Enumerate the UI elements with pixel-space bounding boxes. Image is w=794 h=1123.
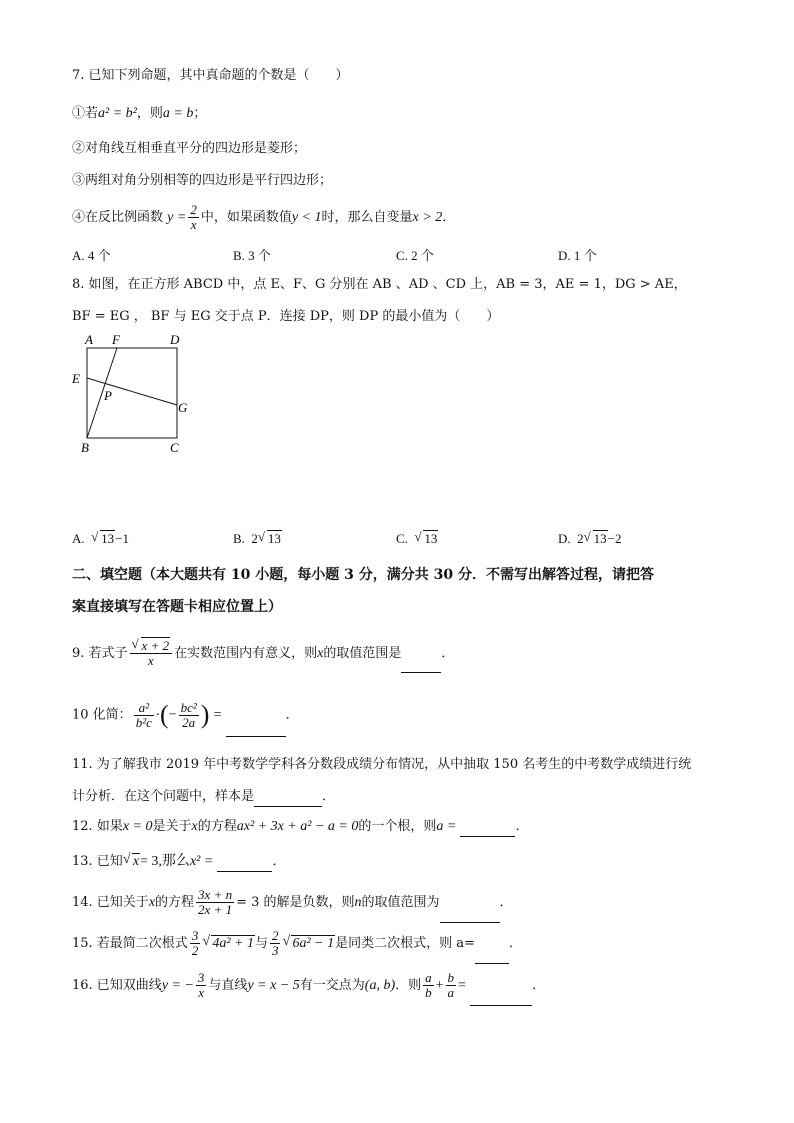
q7-s4-cond2: x > 2 <box>412 210 443 225</box>
q11-line1: 11. 为了解我市 2019 年中考数学学科各分数段成绩分布情况，从中抽取 150 名考生的中考数学成绩进行统 <box>72 757 692 772</box>
q7-s4-text: ④在反比例函数 <box>72 210 164 225</box>
q11-answer-blank[interactable] <box>254 788 322 807</box>
label-p: P <box>104 388 112 403</box>
q7-s1-text: ①若 <box>72 106 99 121</box>
q8-choice-c[interactable]: C. √ 13 <box>396 531 438 547</box>
q10-fraction-1: $\frac{\text{a²}}{\text{b²c}}$ <box>135 699 152 730</box>
q7-statement-2: ②对角线互相垂直平分的四边形是菱形； <box>72 141 307 156</box>
q7-s4-text-d: ． <box>442 210 456 225</box>
q10: 10 化简： $\frac{\text{a²}}{\text{b²c}}$ ·(− $\frac{\text{bc²}}{2a}$ ) = ． <box>72 695 299 737</box>
q9: 9. 若式子 √ $\frac{x + 2}{x}$ 在实数范围内有意义，则x的取值范围是 ． <box>72 636 454 673</box>
label-a: A <box>85 332 93 347</box>
q7-s4-text-b: 中，如果函数值 <box>200 210 292 225</box>
q14: 14. 已知关于x的方程 $\frac{3x + n}{2x + 1}$ = 3 的解是负数，则n的取值范围为 ． <box>72 884 513 923</box>
q9-text-a: 9. 若式子 <box>72 646 128 661</box>
section-2-heading-line1: 二、填空题（本大题共有 10 小题，每小题 3 分，满分共 30 分．不需写出解答过程，请把答 <box>72 567 654 583</box>
label-d: D <box>170 332 180 347</box>
q10-text: 10 化简： <box>72 707 132 723</box>
q7-s1-text-c: ； <box>193 106 207 121</box>
q15-answer-blank[interactable] <box>475 925 509 964</box>
q14-answer-blank[interactable] <box>440 884 500 923</box>
q13-answer-blank[interactable] <box>217 853 272 872</box>
q11-text: 计分析．在这个问题中，样本是 <box>72 789 255 804</box>
q8-stem-line1: 8. 如图，在正方形 ABCD 中，点 E、F、G 分别在 AB 、AD 、CD 上，AB = 3，AE = 1，DG > AE， <box>72 277 687 292</box>
segment-bf <box>87 348 117 438</box>
q12-answer-blank[interactable] <box>460 818 515 837</box>
q7-statement-4 <box>72 203 455 233</box>
q12: 12. 如果x = 0是关于x的方程ax² + 3x + a² − a = 0的一个根，则a = ． <box>72 818 528 837</box>
square-abcd <box>87 348 177 438</box>
q7-choice-a[interactable]: A. 4 个 <box>72 248 111 263</box>
q9-text-c: 的取值范围是 <box>323 646 402 661</box>
segment-eg <box>87 378 177 405</box>
section-2-heading-line2: 案直接填写在答题卡相应位置上） <box>72 599 282 615</box>
q9-answer-blank[interactable] <box>401 636 441 673</box>
q7-s4-fraction: $\frac{2}{x}$ <box>190 202 197 232</box>
q16-answer-blank[interactable] <box>470 967 532 1006</box>
label-b: B <box>81 440 89 455</box>
q8-choice-d[interactable]: D. 2√ 13−2 <box>558 531 621 547</box>
q13: 13. 已知√ x= 3,那么x² = ． <box>72 853 285 872</box>
q7-statement-3: ③两组对角分别相等的四边形是平行四边形； <box>72 173 333 188</box>
q7-stem: 7. 已知下列命题，其中真命题的个数是（ ） <box>72 68 349 83</box>
label-g: G <box>178 400 188 415</box>
q15: 15. 若最简二次根式 $\frac{3}{2}$ √ 4a² + 1与 $\frac{2}{3}$ √ 6a² − 1是同类二次根式，则 a= ． <box>72 925 522 964</box>
q14-fraction: $\frac{3x + n}{2x + 1}$ <box>198 887 233 917</box>
q9-fraction: √ $\frac{x + 2}{x}$ <box>130 639 173 668</box>
q7-s1-text-b: ，则 <box>136 106 163 121</box>
q7-choice-b[interactable]: B. 3 个 <box>233 248 271 263</box>
label-e: E <box>72 371 80 386</box>
q16: 16. 已知双曲线y = − $\frac{3}{x}$ 与直线y = x − 5有一交点为(a, b)．则 $\frac{a}{b}$ + $\frac{b}{a}$ = ． <box>72 967 545 1006</box>
q8-square-figure <box>70 330 200 460</box>
q9-text-b: 在实数范围内有意义，则 <box>174 646 318 661</box>
q10-fraction-2: $\frac{\text{bc²}}{2a}$ <box>180 699 197 730</box>
q8-stem-line2: BF = EG ， BF 与 EG 交于点 P．连接 DP，则 DP 的最小值为（ ） <box>72 309 500 324</box>
q8-choice-a[interactable]: A. √ 13−1 <box>72 531 129 547</box>
label-f: F <box>112 332 120 347</box>
q9-x: x <box>317 646 324 661</box>
q7-s4-text-c: 时，那么自变量 <box>321 210 413 225</box>
q7-s1-math: a² = b² <box>98 106 137 121</box>
q7-choice-c[interactable]: C. 2 个 <box>396 248 434 263</box>
q7-s4-cond: y < 1 <box>291 210 322 225</box>
q10-answer-blank[interactable] <box>226 696 286 737</box>
label-c: C <box>170 440 179 455</box>
q7-s1-math2: a = b <box>162 106 194 121</box>
q7-statement-1 <box>72 105 206 123</box>
q7-s4-y: y = <box>167 210 187 225</box>
q7-choice-d[interactable]: D. 1 个 <box>558 248 597 263</box>
q11-line2: 计分析．在这个问题中，样本是 ． <box>72 788 335 807</box>
q8-choice-b[interactable]: B. 2√ 13 <box>233 531 282 547</box>
